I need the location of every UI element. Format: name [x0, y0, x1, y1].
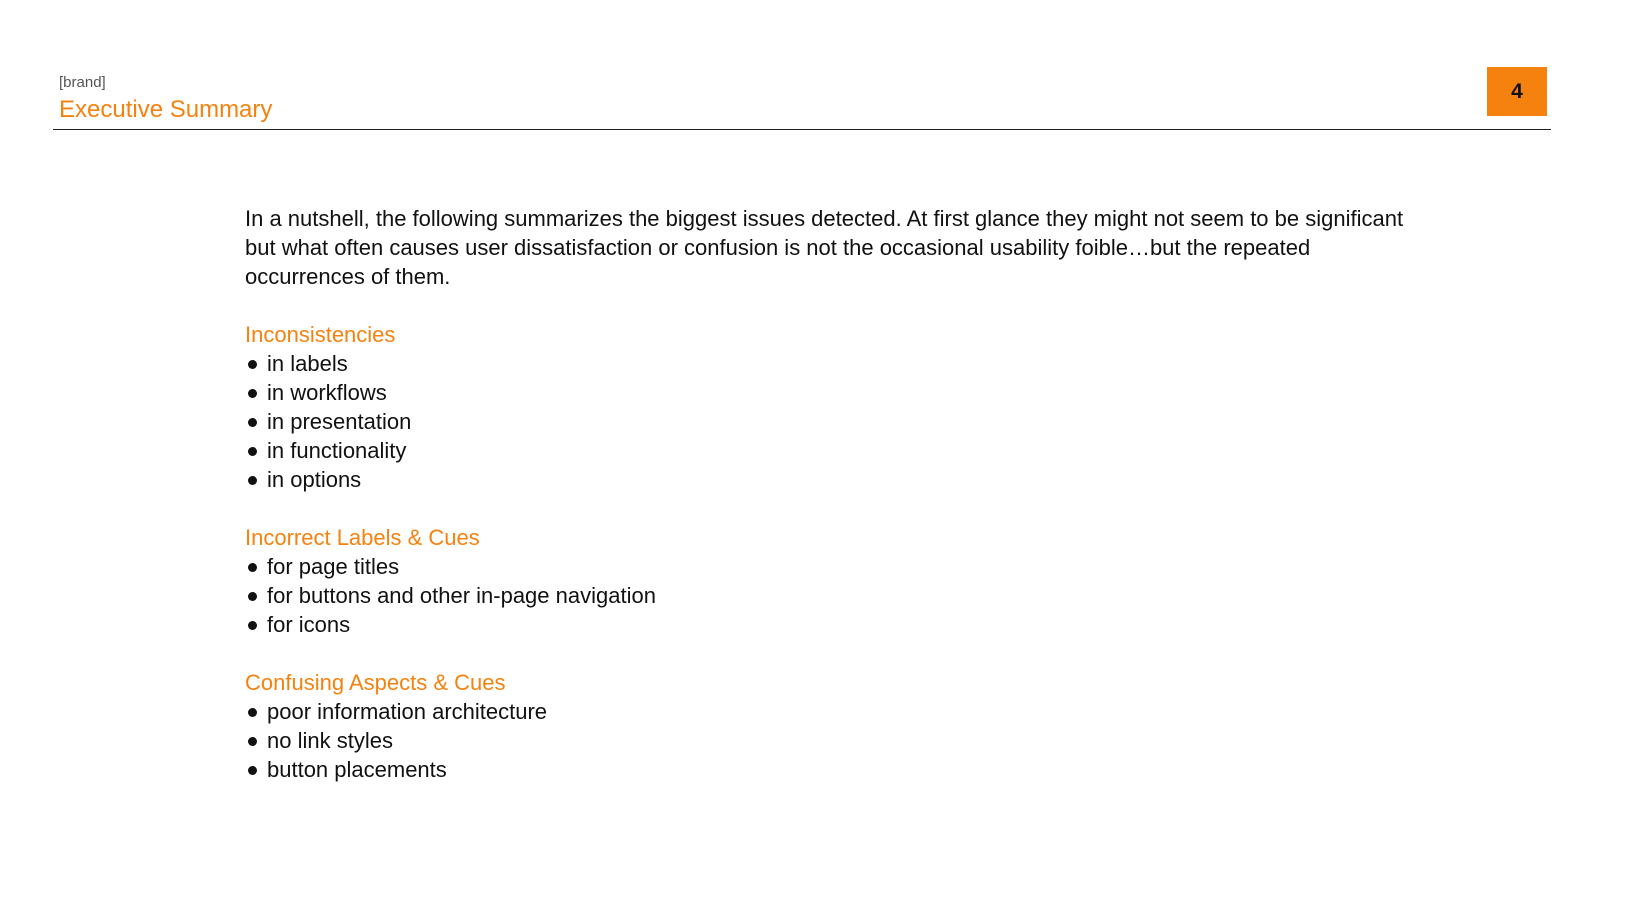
slide-content [245, 204, 1405, 813]
intro-paragraph: In a nutshell, the following summarizes the biggest issues detected. At first glance they might not seem to be significant but what often causes user dissatisfaction or confusion is not the occasional usability foible…but the repeated occurrences of them. [245, 206, 1404, 289]
bullet-icon [248, 418, 257, 427]
list-item-text: button placements [267, 757, 447, 782]
section-heading: Inconsistencies [245, 322, 396, 347]
section-confusing-aspects [245, 668, 1405, 784]
bullet-icon [248, 592, 257, 601]
list-item [245, 407, 1405, 436]
list-item-text: in labels [267, 351, 348, 376]
list-item [245, 465, 1405, 494]
section-heading: Confusing Aspects & Cues [245, 670, 506, 695]
bullet-icon [248, 389, 257, 398]
bullet-list [245, 697, 1405, 784]
section-inconsistencies [245, 320, 1405, 494]
list-item [245, 436, 1405, 465]
bullet-icon [248, 563, 257, 572]
bullet-icon [248, 360, 257, 369]
list-item [245, 581, 1405, 610]
list-item-text: poor information architecture [267, 699, 548, 724]
list-item-text: for page titles [267, 554, 400, 579]
list-item [245, 349, 1405, 378]
list-item-text: no link styles [267, 728, 393, 753]
list-item [245, 697, 1405, 726]
bullet-icon [248, 737, 257, 746]
list-item [245, 755, 1405, 784]
list-item-text: in workflows [267, 380, 387, 405]
list-item-text: in presentation [267, 409, 412, 434]
bullet-icon [248, 766, 257, 775]
list-item-text: for buttons and other in-page navigation [267, 583, 656, 608]
bullet-icon [248, 621, 257, 630]
list-item [245, 726, 1405, 755]
section-heading: Incorrect Labels & Cues [245, 525, 480, 550]
list-item-text: in functionality [267, 438, 407, 463]
list-item [245, 378, 1405, 407]
header-divider [53, 129, 1551, 130]
list-item-text: in options [267, 467, 362, 492]
list-item [245, 552, 1405, 581]
list-item [245, 610, 1405, 639]
section-incorrect-labels [245, 523, 1405, 639]
list-item-text: for icons [267, 612, 351, 637]
bullet-icon [248, 708, 257, 717]
bullet-icon [248, 476, 257, 485]
page-title: Executive Summary [59, 96, 273, 123]
brand-label: [brand] [59, 74, 106, 91]
bullet-list [245, 349, 1405, 494]
bullet-icon [248, 447, 257, 456]
bullet-list [245, 552, 1405, 639]
page-number-badge: 4 [1487, 67, 1547, 116]
